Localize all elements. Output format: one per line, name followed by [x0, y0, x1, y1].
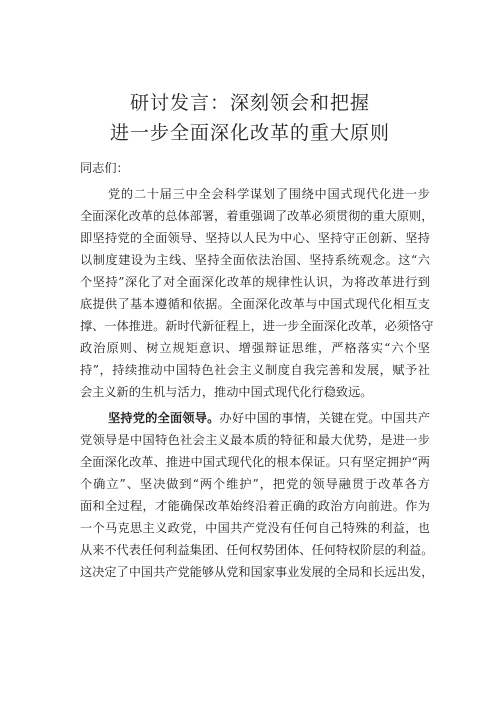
- paragraph-2-line: 个确立”、坚决做到“两个维护”，把党的领导融贯于改革各方: [80, 477, 430, 491]
- paragraph-1-line: 撑、一体推进。新时代新征程上，进一步全面深化改革，必须恪守: [80, 319, 434, 333]
- salutation: 同志们：: [80, 161, 129, 175]
- document-title-line-2: 进一步全面深化改革的重大原则: [109, 122, 390, 144]
- paragraph-2-heading: 坚持党的全面领导。: [108, 411, 220, 425]
- paragraph-2-line: 一个马克思主义政党，中国共产党没有任何自己特殊的利益，也: [80, 521, 430, 535]
- paragraph-2-line: 这决定了中国共产党能够从党和国家事业发展的全局和长远出发，: [80, 565, 434, 579]
- paragraph-1-line: 底提供了基本遵循和依据。全面深化改革与中国式现代化相互支: [80, 297, 430, 311]
- paragraph-1-line: 全面深化改革的总体部署，着重强调了改革必须贯彻的重大原则，: [80, 209, 434, 223]
- paragraph-1-line: 党的二十届三中全会科学谋划了围绕中国式现代化进一步: [108, 187, 430, 201]
- paragraph-2-line: 面和全过程，才能确保改革始终沿着正确的政治方向前进。作为: [80, 499, 430, 513]
- paragraph-2-line: 党领导是中国特色社会主义最本质的特征和最大优势，是进一步: [80, 433, 430, 447]
- document-title-line-1: 研讨发言：深刻领会和把握: [129, 92, 370, 114]
- paragraph-1-line: 个坚持”深化了对全面深化改革的规律性认识，为将改革进行到: [80, 275, 430, 289]
- paragraph-2-first-line-text: 办好中国的事情，关键在党。中国共产: [219, 411, 431, 425]
- paragraph-2-line: 全面深化改革、推进中国式现代化的根本保证。只有坚定拥护“两: [80, 455, 430, 469]
- paragraph-1-line: 会主义新的生机与活力，推动中国式现代化行稳致远。: [80, 385, 373, 399]
- paragraph-1-line: 以制度建设为主线、坚持全面依法治国、坚持系统观念。这“六: [80, 253, 430, 267]
- paragraph-2-first-line: [108, 410, 430, 426]
- paragraph-1-line: 即坚持党的全面领导、坚持以人民为中心、坚持守正创新、坚持: [80, 231, 430, 245]
- paragraph-1-line: 政治原则、树立规矩意识、增强辩证思维，严格落实“六个坚: [80, 341, 430, 355]
- paragraph-1-line: 持”，持续推动中国特色社会主义制度自我完善和发展，赋予社: [80, 363, 430, 377]
- paragraph-2-line: 从来不代表任何利益集团、任何权势团体、任何特权阶层的利益。: [80, 543, 434, 557]
